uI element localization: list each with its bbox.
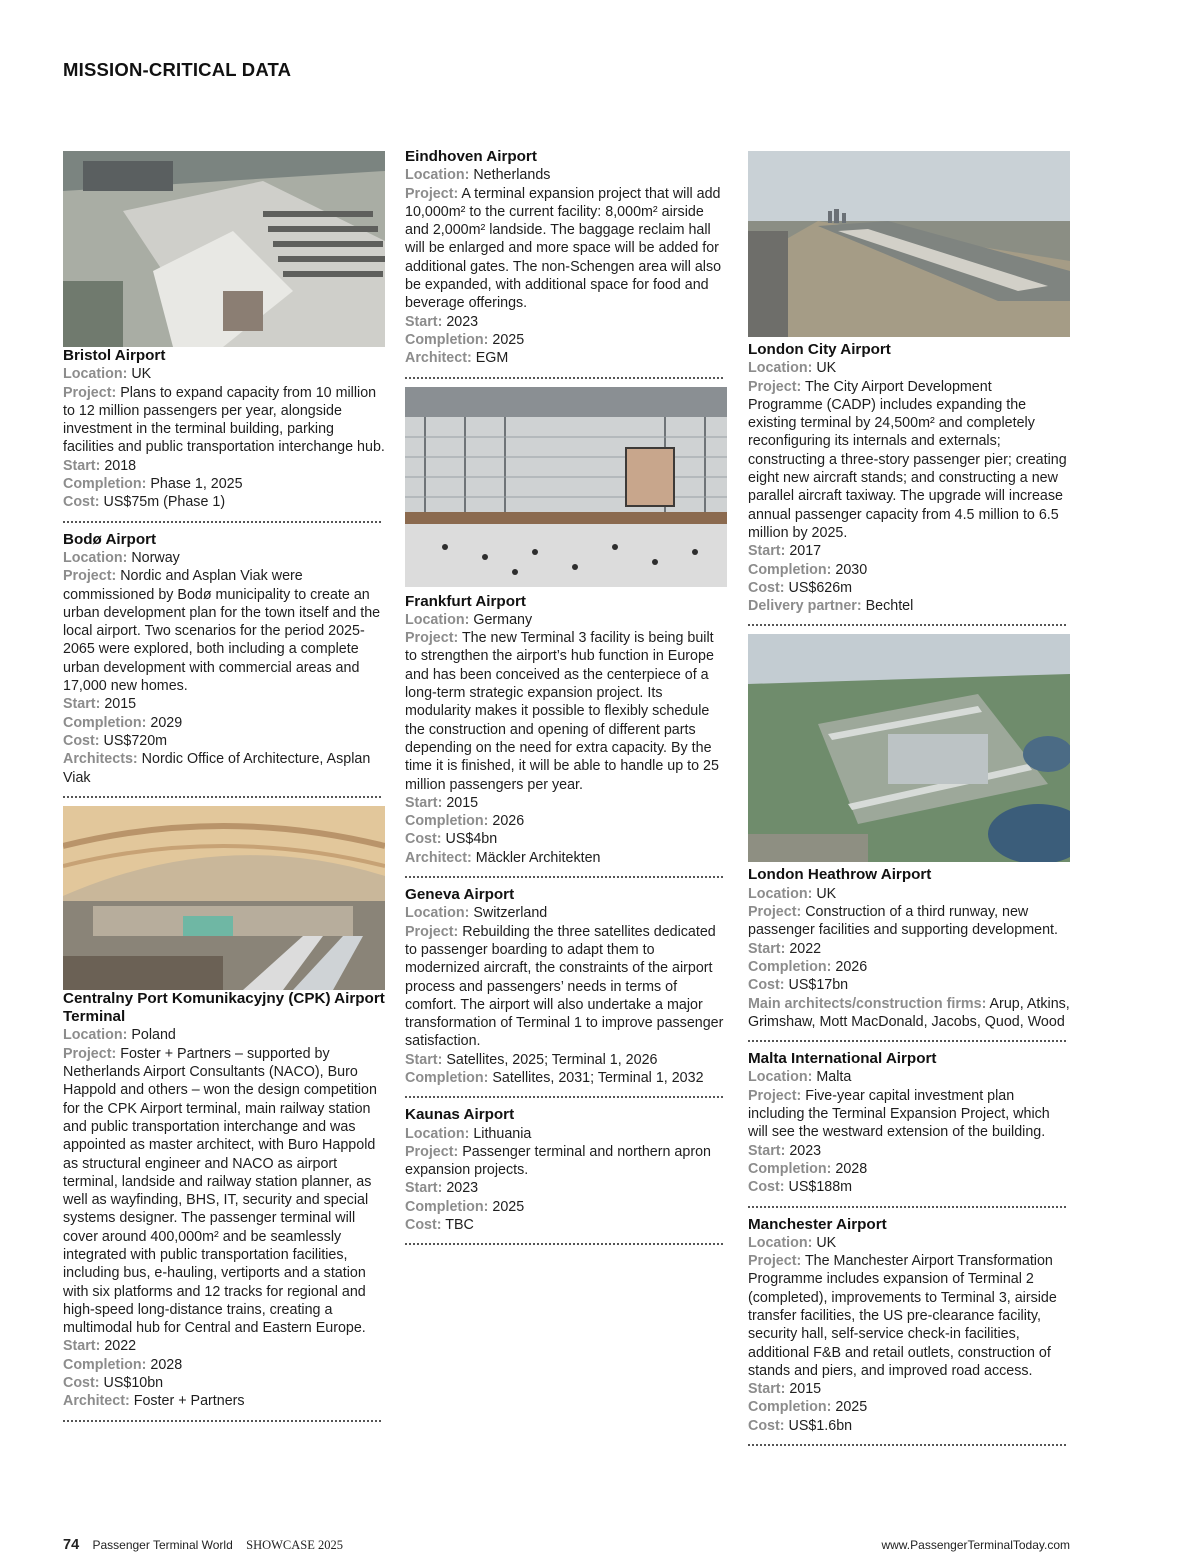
column-1	[63, 151, 385, 1430]
completion-value: 2030	[835, 561, 868, 578]
location-value: Netherlands	[473, 167, 551, 184]
project-value: A terminal expansion project that will add 10,000m² to the current facility: 8,000m² airside and 2,000m² landside. The baggage reclaim hall will be enlarged and more space will be added for additional gates. The non-Schengen area will also be expanded, with additional space for food and beverage offerings.	[405, 185, 722, 312]
entry-name: London City Airport	[748, 341, 891, 358]
page-number: 74	[63, 1537, 80, 1553]
label-start: Start:	[63, 696, 101, 713]
completion-value: Satellites, 2031; Terminal 1, 2032	[492, 1069, 704, 1086]
label-project: Project:	[405, 185, 459, 202]
dotted-divider	[748, 1040, 1066, 1042]
dotted-divider	[748, 1206, 1066, 1208]
dotted-divider	[63, 521, 381, 523]
project-value: Construction of a third runway, new passenger facilities and supporting development.	[748, 904, 1058, 939]
label-project: Project:	[748, 378, 802, 395]
label-project: Project:	[405, 1143, 459, 1160]
label-project: Project:	[63, 1045, 117, 1062]
completion-value: 2025	[492, 1198, 525, 1215]
label-completion: Completion:	[748, 1160, 832, 1177]
location-value: Norway	[131, 549, 180, 566]
label-start: Start:	[63, 457, 101, 474]
entry-kaunas	[405, 1106, 727, 1234]
frankfurt-terminal-image	[405, 387, 727, 587]
label-completion: Completion:	[405, 1069, 489, 1086]
label-architect: Architect:	[405, 849, 472, 866]
label-start: Start:	[405, 1180, 443, 1197]
label-project: Project:	[748, 1087, 802, 1104]
label-start: Start:	[405, 794, 443, 811]
location-value: UK	[816, 1234, 837, 1251]
location-value: Germany	[473, 611, 533, 628]
label-start: Start:	[748, 1381, 786, 1398]
cost-value: US$10bn	[103, 1375, 164, 1392]
heathrow-airport-image	[748, 634, 1070, 862]
label-start: Start:	[405, 1051, 443, 1068]
completion-value: Phase 1, 2025	[150, 476, 243, 493]
project-value: The City Airport Development Programme (CADP) includes expanding the existing terminal by 24,500m² and completely reconfiguring its internals and externals; constructing a three-story passenger pier; creating eight new aircraft stands; and constructing a new parallel aircraft taxiway. The upgrade will increase annual passenger capacity from 4.5 million to 6.5 million by 2025.	[748, 378, 1067, 541]
label-completion: Completion:	[748, 561, 832, 578]
project-value: Foster + Partners – supported by Netherlands Airport Consultants (NACO), Buro Happold and others – won the design competition for the CPK Airport terminal, main railway station and public transportation interchange and was appointed as master architect, with Buro Happold as structural engineer and NACO as airport terminal, landside and railway station planner, as well as wayfinding, BHS, IT, security and special systems designer. The passenger terminal will cover around 400,000m² and be seamlessly integrated with public transportation facilities, including bus, e-hauling, vertiports and a station with six platforms and 12 tracks for regional and high-speed long-distance trains, creating a multimodal hub for Central and Eastern Europe.	[63, 1045, 377, 1337]
project-value: Five-year capital investment plan including the Terminal Expansion Project, which will see the westward extension of the building.	[748, 1087, 1050, 1141]
label-project: Project:	[63, 384, 117, 401]
label-project: Project:	[63, 568, 117, 585]
project-value: The new Terminal 3 facility is being built to strengthen the airport’s hub function in Europe and has been conceived as the centerpiece of a long-term strategic expansion project. Its modularity makes it possible to flexibly schedule the construction and opening of different parts depending on the need for extra capacity. By the time it is finished, it will be able to handle up to 25 million passengers per year.	[405, 630, 719, 793]
entry-geneva	[405, 886, 727, 1087]
entry-name: Centralny Port Komunikacyjny (CPK) Airport Terminal	[63, 989, 385, 1026]
start-value: 2015	[789, 1381, 822, 1398]
label-cost: Cost:	[405, 1217, 442, 1234]
project-value: The Manchester Airport Transformation Programme includes expansion of Terminal 2 (completed), improvements to Terminal 3, airside transfer facilities, the US pre-clearance facility, security hall, self-service check-in facilities, additional F&B and retail outlets, construction of stands and piers, and improved road access.	[748, 1253, 1057, 1379]
dotted-divider	[63, 796, 381, 798]
entry-name: Malta International Airport	[748, 1050, 937, 1068]
label-cost: Cost:	[405, 831, 442, 848]
entry-name: Bristol Airport	[63, 347, 166, 364]
start-value: 2023	[789, 1142, 822, 1159]
label-architect: Architect:	[405, 350, 472, 367]
label-project: Project:	[405, 923, 459, 940]
entry-name: Eindhoven Airport	[405, 148, 537, 165]
entry-bristol	[63, 347, 385, 512]
location-value: Lithuania	[473, 1125, 532, 1142]
label-cost: Cost:	[63, 732, 100, 749]
label-cost: Cost:	[748, 1417, 785, 1434]
label-location: Location:	[63, 549, 128, 566]
label-location: Location:	[405, 167, 470, 184]
location-value: UK	[816, 885, 837, 902]
completion-value: 2028	[835, 1160, 868, 1177]
label-completion: Completion:	[748, 1399, 832, 1416]
cost-value: US$75m (Phase 1)	[103, 494, 226, 511]
location-value: UK	[816, 360, 837, 377]
label-cost: Cost:	[748, 579, 785, 596]
start-value: 2015	[104, 696, 137, 713]
page-title: MISSION-CRITICAL DATA	[63, 59, 292, 80]
entry-name: Kaunas Airport	[405, 1106, 515, 1124]
column-3	[748, 151, 1070, 1454]
completion-value: 2025	[835, 1399, 868, 1416]
start-value: Satellites, 2025; Terminal 1, 2026	[446, 1051, 658, 1068]
label-main-firms: Main architects/construction firms:	[748, 995, 987, 1012]
label-completion: Completion:	[405, 1198, 489, 1215]
cost-value: US$17bn	[788, 977, 849, 994]
architect-value: Foster + Partners	[133, 1393, 245, 1410]
dotted-divider	[405, 876, 723, 878]
entry-cpk	[63, 990, 385, 1411]
entry-london-city	[748, 341, 1070, 615]
label-project: Project:	[405, 630, 459, 647]
project-value: Plans to expand capacity from 10 million to 12 million passengers per year, alongside investment in the terminal building, parking facilities and public transportation interchange hub.	[63, 384, 385, 456]
start-value: 2022	[789, 940, 822, 957]
cost-value: TBC	[445, 1217, 474, 1234]
architect-value: Mäckler Architekten	[475, 849, 601, 866]
entry-name: London Heathrow Airport	[748, 866, 932, 884]
column-2	[405, 148, 727, 1253]
delivery-partner-value: Bechtel	[865, 598, 914, 615]
label-start: Start:	[63, 1338, 101, 1355]
label-location: Location:	[405, 905, 470, 922]
london-city-airport-image	[748, 151, 1070, 337]
entry-name: Frankfurt Airport	[405, 592, 526, 610]
label-cost: Cost:	[748, 1179, 785, 1196]
cost-value: US$4bn	[445, 831, 498, 848]
entry-name: Geneva Airport	[405, 886, 515, 904]
label-delivery-partner: Delivery partner:	[748, 598, 862, 615]
label-completion: Completion:	[63, 1356, 147, 1373]
website-link[interactable]: www.PassengerTerminalToday.com	[881, 1538, 1070, 1552]
location-value: Poland	[131, 1027, 176, 1044]
project-value: Passenger terminal and northern apron expansion projects.	[405, 1143, 711, 1179]
completion-value: 2028	[150, 1356, 183, 1373]
bristol-airport-image	[63, 151, 385, 347]
label-location: Location:	[63, 1027, 128, 1044]
project-value: Rebuilding the three satellites dedicated to passenger boarding to adapt them to modernized aircraft, the constraints of the airport process and passengers’ needs in terms of comfort. The airport will also undertake a major transformation of Terminal 1 to improve passenger satisfaction.	[405, 923, 724, 1050]
magazine-name: Passenger Terminal World	[92, 1538, 233, 1552]
completion-value: 2025	[492, 331, 525, 348]
cost-value: US$720m	[103, 732, 168, 749]
start-value: 2023	[446, 1180, 479, 1197]
label-location: Location:	[748, 1234, 813, 1251]
label-location: Location:	[748, 1069, 813, 1086]
entry-name: Bodø Airport	[63, 530, 157, 548]
issue-name: SHOWCASE 2025	[246, 1538, 344, 1552]
label-architect: Architect:	[63, 1393, 130, 1410]
label-location: Location:	[405, 1125, 470, 1142]
label-completion: Completion:	[748, 958, 832, 975]
location-value: Malta	[816, 1069, 852, 1086]
architects-value: Nordic Office of Architecture, Asplan Viak	[63, 751, 371, 786]
dotted-divider	[63, 1420, 381, 1422]
dotted-divider	[748, 624, 1066, 626]
location-value: Switzerland	[473, 905, 548, 922]
label-start: Start:	[405, 313, 443, 330]
label-location: Location:	[63, 366, 128, 383]
firms-value: Arup, Atkins, Grimshaw, Mott MacDonald, Jacobs, Quod, Wood	[748, 995, 1070, 1030]
cpk-terminal-image	[63, 806, 385, 990]
entry-manchester	[748, 1216, 1070, 1436]
label-architects: Architects:	[63, 751, 138, 768]
entry-eindhoven	[405, 148, 727, 368]
dotted-divider	[405, 1243, 723, 1245]
location-value: UK	[131, 366, 152, 383]
label-completion: Completion:	[63, 714, 147, 731]
start-value: 2015	[446, 794, 479, 811]
entry-frankfurt	[405, 593, 727, 867]
label-start: Start:	[748, 1142, 786, 1159]
label-project: Project:	[748, 1253, 802, 1270]
page-footer	[63, 1537, 1070, 1553]
label-completion: Completion:	[405, 813, 489, 830]
start-value: 2022	[104, 1338, 137, 1355]
label-start: Start:	[748, 940, 786, 957]
dotted-divider	[405, 377, 723, 379]
label-start: Start:	[748, 543, 786, 560]
cost-value: US$626m	[788, 579, 853, 596]
entry-name: Manchester Airport	[748, 1215, 887, 1233]
label-location: Location:	[748, 885, 813, 902]
label-cost: Cost:	[748, 977, 785, 994]
start-value: 2017	[789, 543, 822, 560]
completion-value: 2029	[150, 714, 183, 731]
completion-value: 2026	[492, 813, 525, 830]
label-project: Project:	[748, 904, 802, 921]
label-location: Location:	[405, 611, 470, 628]
entry-malta	[748, 1050, 1070, 1196]
label-cost: Cost:	[63, 1375, 100, 1392]
entry-heathrow	[748, 866, 1070, 1031]
label-location: Location:	[748, 360, 813, 377]
start-value: 2018	[104, 457, 137, 474]
label-completion: Completion:	[405, 331, 489, 348]
architect-value: EGM	[475, 350, 509, 367]
label-cost: Cost:	[63, 494, 100, 511]
completion-value: 2026	[835, 958, 868, 975]
project-value: Nordic and Asplan Viak were commissioned by Bodø municipality to create an urban development plan for the town itself and the local airport. Two scenarios for the period 2025-2065 were explored, both including a complete urban development with commercial areas and 17,000 new homes.	[63, 568, 381, 695]
start-value: 2023	[446, 313, 479, 330]
dotted-divider	[405, 1096, 723, 1098]
cost-value: US$188m	[788, 1179, 853, 1196]
entry-bodo	[63, 531, 385, 787]
cost-value: US$1.6bn	[788, 1417, 853, 1434]
label-completion: Completion:	[63, 476, 147, 493]
dotted-divider	[748, 1444, 1066, 1446]
